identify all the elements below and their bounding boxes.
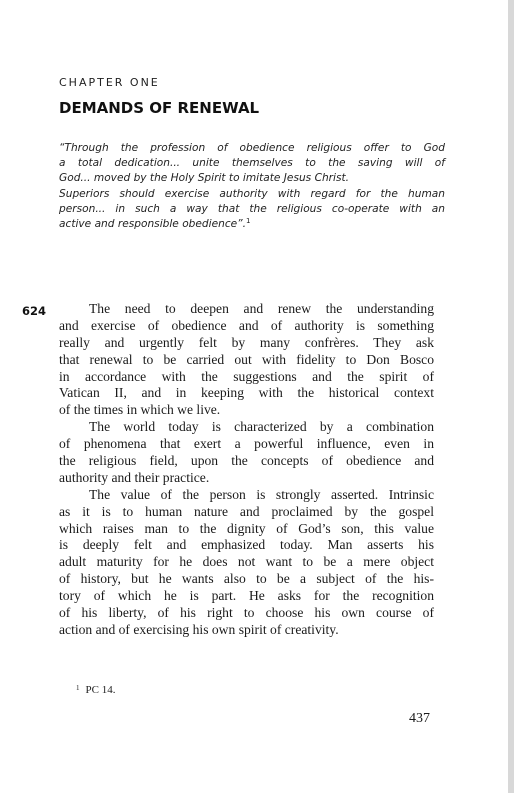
body-line: action and of exercising his own spirit of creativity.: [59, 621, 339, 637]
body-line: The value of the person is strongly asserted. Intrinsic: [89, 486, 434, 502]
body-line: in accordance with the suggestions and the spirit of: [59, 368, 434, 384]
body-line: The world today is characterized by a combination: [89, 419, 434, 435]
chapter-title: DEMANDS OF RENEWAL: [59, 99, 260, 117]
body-line: really and urgently felt by many confrères. They ask: [59, 334, 434, 350]
body-line: of phenomena that exert a powerful influence, even in: [59, 436, 434, 452]
epigraph-line: Superiors should exercise authority with regard for the human: [59, 187, 445, 200]
body-line: The need to deepen and renew the understanding: [89, 301, 434, 316]
footnote-marker: 1: [76, 684, 80, 692]
epigraph-line: a total dedication... unite themselves to the saving will of: [59, 157, 445, 170]
epigraph-line-text: active and responsible obedience”.: [59, 218, 247, 231]
body-line: the religious field, upon the concepts of obedience and: [59, 453, 434, 469]
body-line: which raises man to the dignity of God’s son, this value: [59, 520, 434, 536]
body-line: adult maturity for he does not want to be a mere object: [59, 554, 434, 570]
page-number: 437: [409, 711, 430, 726]
body-line: tory of which he is part. He asks for the recognition: [59, 588, 434, 604]
body-line: Vatican II, and in keeping with the historical context: [59, 385, 434, 401]
body-line: is deeply felt and emphasized today. Man asserts his: [59, 537, 434, 553]
body-line: and exercise of obedience and of authority is something: [59, 317, 434, 333]
body-line: as it is to human nature and proclaimed by the gospel: [59, 503, 434, 519]
epigraph-line: person... in such a way that the religious co-operate with an: [59, 202, 445, 215]
epigraph-line: God... moved by the Holy Spirit to imitate Jesus Christ.: [59, 172, 350, 185]
epigraph-quote: [59, 141, 445, 232]
epigraph-footnote-marker: 1: [246, 217, 251, 226]
page-edge-shadow: [508, 0, 514, 793]
body-text: [59, 301, 434, 639]
paragraph-number: 624: [22, 304, 47, 318]
chapter-label: CHAPTER ONE: [59, 76, 160, 89]
body-line: of his liberty, of his right to choose his own course of: [59, 605, 434, 621]
epigraph-line: “Through the profession of obedience religious offer to God: [59, 142, 445, 154]
body-line: that renewal to be carried out with fidelity to Don Bosco: [59, 351, 434, 367]
body-line: authority and their practice.: [59, 469, 210, 485]
epigraph-line-last: [59, 217, 445, 232]
footnote: [76, 684, 115, 696]
footnote-text: PC 14.: [85, 684, 116, 696]
body-line: of the times in which we live.: [59, 402, 221, 418]
body-line: of history, but he wants also to be a subject of the his-: [59, 571, 434, 587]
